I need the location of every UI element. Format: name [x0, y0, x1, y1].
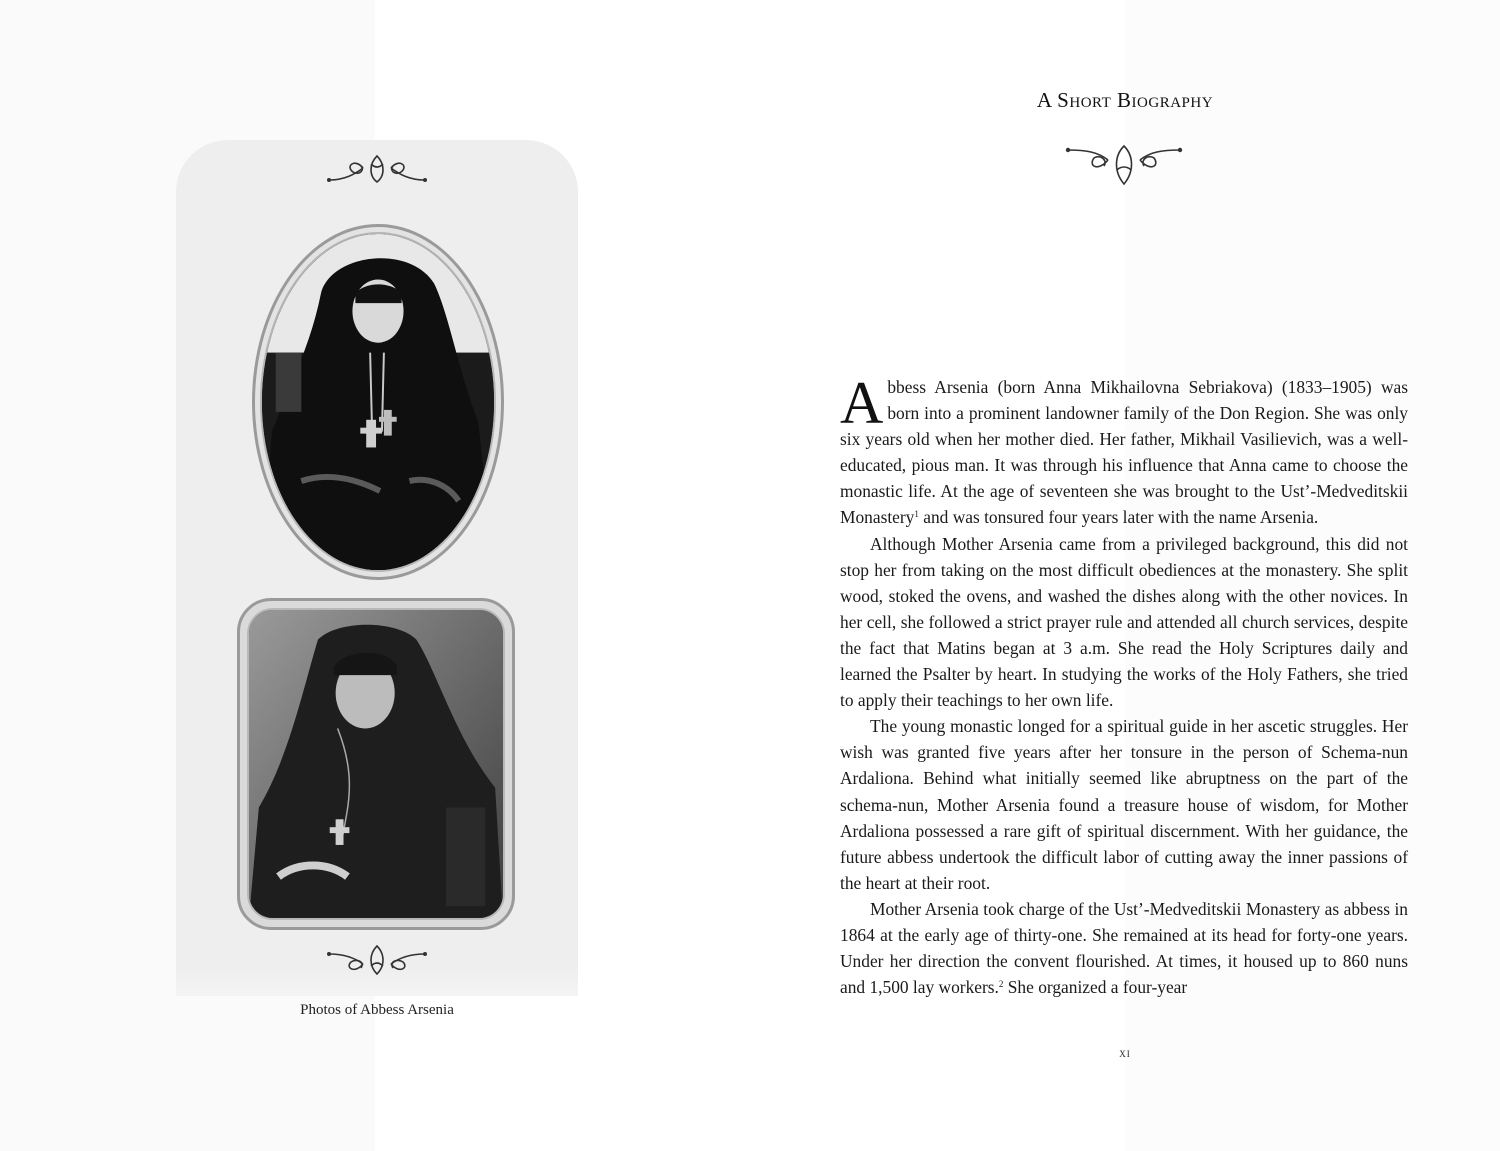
- drop-cap: A: [840, 370, 884, 436]
- footnote-marker-2: 2: [998, 979, 1004, 990]
- oval-portrait-frame: [252, 224, 504, 580]
- portrait-photo-abbess-in-veil: [249, 610, 503, 918]
- paragraph-3: The young monastic longed for a spiritual guide in her ascetic struggles. Her wish was granted five years after her tonsure in the person of Schema-nun Ardaliona. Behind what initially seemed like abruptness on the part of the schema-nun, Mother Arsenia found a treasure house of wisdom, for Mother Ardaliona possessed a rare gift of spiritual discernment. With her guidance, the future abbess undertook the difficult labor of cutting away the inner passions of the heart at their root.: [840, 716, 1408, 893]
- paragraph-2: Although Mother Arsenia came from a privileged background, this did not stop her from taking on the most difficult obediences at the monastery. She split wood, stoked the ovens, and washed the dishes along with the other novices. In her cell, she followed a strict prayer rule and attended all church services, despite the fact that Matins began at 3 a.m. She read the Holy Scriptures daily and learned the Psalter by heart. In studying the works of the Holy Fathers, she tried to apply their teachings to her own life.: [840, 533, 1408, 711]
- chapter-title: A Short Biography: [1036, 88, 1214, 112]
- bottom-flourish-ornament: [325, 940, 429, 980]
- paragraph-4: [840, 896, 1408, 1000]
- top-flourish-ornament: [325, 152, 429, 188]
- paragraph-4-text-part-1: Mother Arsenia took charge of the Ust’-Medveditskii Monastery as abbess in 1864 at the early age of thirty-one. She remained at its head for forty-one years. Under her direction the convent flourished. At times, it housed up to 860 nuns and 1,500 lay workers.: [840, 898, 1408, 998]
- photo-caption: Photos of Abbess Arsenia: [300, 1002, 454, 1018]
- paragraph-1-text-part-2: and was tonsured four years later with the name Arsenia.: [918, 507, 1319, 528]
- paragraph-1: [840, 370, 1408, 531]
- paragraph-1-text-part-1: bbess Arsenia (born Anna Mikhailovna Sebriakova) (1833–1905) was born into a prominent landowner family of the Don Region. She was only six years old when her mother died. Her father, Mikhail Vasilievich, was a well-educated, pious man. It was through his influence that Anna came to choose the monastic life. At the age of seventeen she was brought to the Ust’-Medveditskii Monastery: [840, 377, 1408, 528]
- title-flourish-ornament: [1062, 140, 1186, 190]
- portrait-photo-seated-abbess: [262, 234, 494, 570]
- rectangular-portrait-frame: [237, 598, 515, 930]
- footnote-marker-1: 1: [914, 509, 919, 520]
- paragraph-4-text-part-2: She organized a four-year: [1003, 977, 1188, 998]
- biography-body-text: [840, 370, 1408, 1000]
- page-number: xi: [1119, 1045, 1131, 1060]
